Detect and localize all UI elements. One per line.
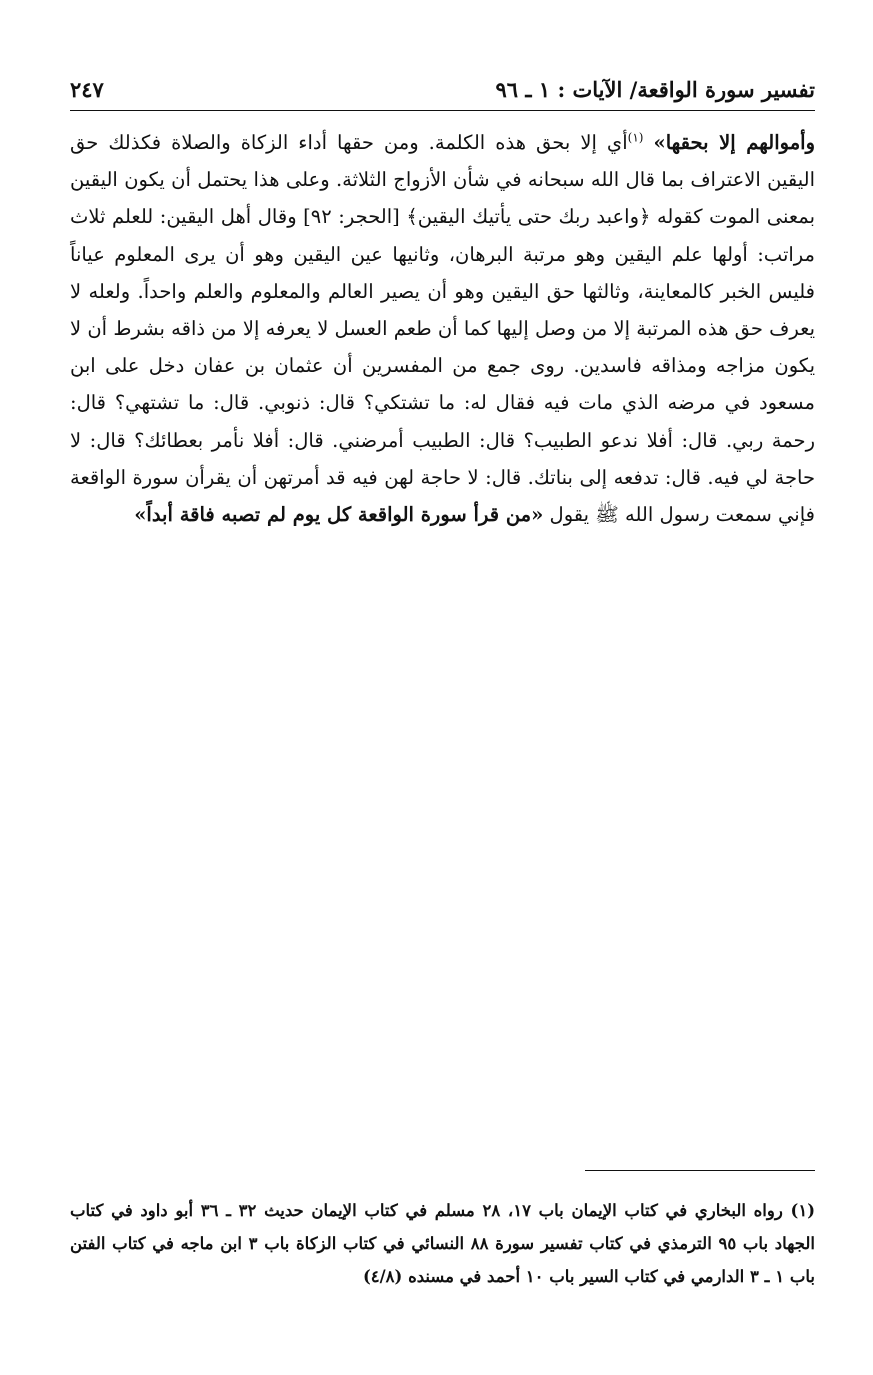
footnote: (١) رواه البخاري في كتاب الإيمان باب ١٧، ٢٨ مسلم في كتاب الإيمان حديث ٣٢ ـ ٣٦ أبو داود في كتاب الجهاد باب ٩٥ الترمذي في كتاب تفسير سورة ٨٨ النسائي في كتاب الزكاة باب ٣ ابن ماجه في كتاب الفتن باب ١ ـ ٣ الدارمي في كتاب السير باب ١٠ أحمد في مسنده (٤/٨): [70, 1201, 815, 1286]
body-closing-bold: «من قرأ سورة الواقعة كل يوم لم تصبه فاقة أبداً»: [134, 503, 544, 527]
header-title: تفسير سورة الواقعة/ الآيات : ١ ـ ٩٦: [495, 76, 815, 102]
footnote-marker[interactable]: (١): [627, 130, 644, 145]
body-paragraph: [70, 124, 815, 533]
body-text: أي إلا بحق هذه الكلمة. ومن حقها أداء الزكاة والصلاة فكذلك حق اليقين الاعتراف بما قال الله سبحانه في شأن الأزواج الثلاثة. وعلى هذا يحتمل أن يكون اليقين بمعنى الموت كقوله ﴿واعبد ربك حتى يأتيك اليقين﴾ [الحجر: ٩٢] وقال أهل اليقين: للعلم ثلاث مراتب: أولها علم اليقين وهو مرتبة البرهان، وثانيها عين اليقين وهو أن يرى المعلوم عياناً فليس الخبر كالمعاينة، وثالثها حق اليقين وهو أن يصير العالم والمعلوم والعلم واحداً. ولعله لا يعرف حق هذه المرتبة إلا من وصل إليها كما أن طعم العسل لا يعرفه إلا من ذاقه بشرط أن لا يكون مزاجه ومذاقه فاسدين. روى جمع من المفسرين أن عثمان بن عفان دخل على ابن مسعود في مرضه الذي مات فيه فقال له: ما تشتكي؟ قال: ذنوبي. قال: ما تشتهي؟ قال: رحمة ربي. قال: أفلا ندعو الطبيب؟ قال: الطبيب أمرضني. قال: أفلا نأمر بعطائك؟ قال: لا حاجة لي فيه. قال: تدفعه إلى بناتك. قال: لا حاجة لهن فيه قد أمرتهن أن يقرأن سورة الواقعة فإني سمعت رسول الله ﷺ يقول: [70, 131, 816, 527]
header-divider: [70, 110, 815, 111]
body-lead-bold: وأموالهم إلا بحقها»: [653, 131, 815, 154]
running-header: [70, 72, 815, 106]
footnote-divider: [585, 1170, 815, 1171]
page-number: ٢٤٧: [70, 76, 104, 102]
